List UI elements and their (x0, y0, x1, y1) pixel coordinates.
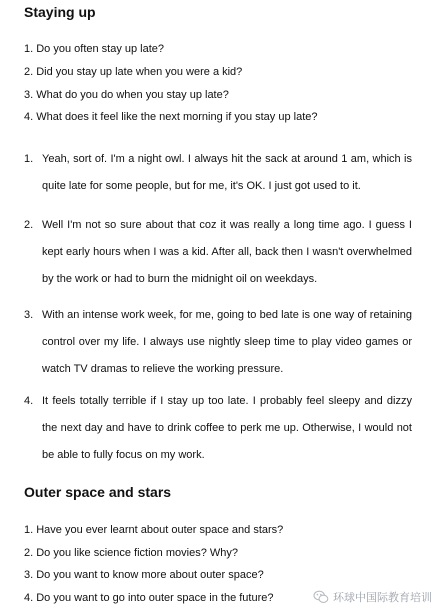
question-1: 1. Do you often stay up late? (24, 43, 165, 55)
question-2: 2. Do you like science fiction movies? Why? (24, 547, 238, 559)
answer-text: With an intense work week, for me, going to bed late is one way of retaining control over my life. I always use nightly sleep time to play video games or watch TV dramas to relieve the working pressure. (42, 309, 412, 375)
section-title-staying-up: Staying up (24, 4, 96, 20)
answer-text: It feels totally terrible if I stay up too late. I probably feel sleepy and dizzy the next day and have to drink coffee to perk me up. Otherwise, I would not be able to fully focus on my work. (42, 395, 412, 461)
answer-number: 2. (24, 219, 34, 231)
watermark (313, 589, 432, 605)
answer-number: 3. (24, 309, 34, 321)
question-1: 1. Have you ever learnt about outer space and stars? (24, 524, 284, 536)
answer-2 (24, 212, 412, 293)
question-2: 2. Did you stay up late when you were a kid? (24, 66, 243, 78)
answer-number: 4. (24, 395, 34, 407)
answer-number: 1. (24, 153, 34, 165)
answer-3 (24, 302, 412, 383)
watermark-text: 环球中国际教育培训 (333, 592, 432, 604)
question-4: 4. What does it feel like the next morning if you stay up late? (24, 111, 318, 123)
section-title-outer-space: Outer space and stars (24, 484, 172, 500)
answer-1 (24, 146, 412, 200)
answer-text: Well I'm not so sure about that coz it was really a long time ago. I guess I kept early hours when I was a kid. After all, back then I wasn't overwhelmed by the work or had to burn the midnight oil on weekdays. (42, 219, 412, 285)
answer-4 (24, 388, 412, 469)
question-3: 3. What do you do when you stay up late? (24, 89, 229, 101)
question-4: 4. Do you want to go into outer space in the future? (24, 592, 274, 604)
question-3: 3. Do you want to know more about outer space? (24, 569, 264, 581)
wechat-icon (313, 589, 329, 605)
answer-text: Yeah, sort of. I'm a night owl. I always hit the sack at around 1 am, which is quite late for some people, but for me, it's OK. I just got used to it. (42, 153, 412, 192)
